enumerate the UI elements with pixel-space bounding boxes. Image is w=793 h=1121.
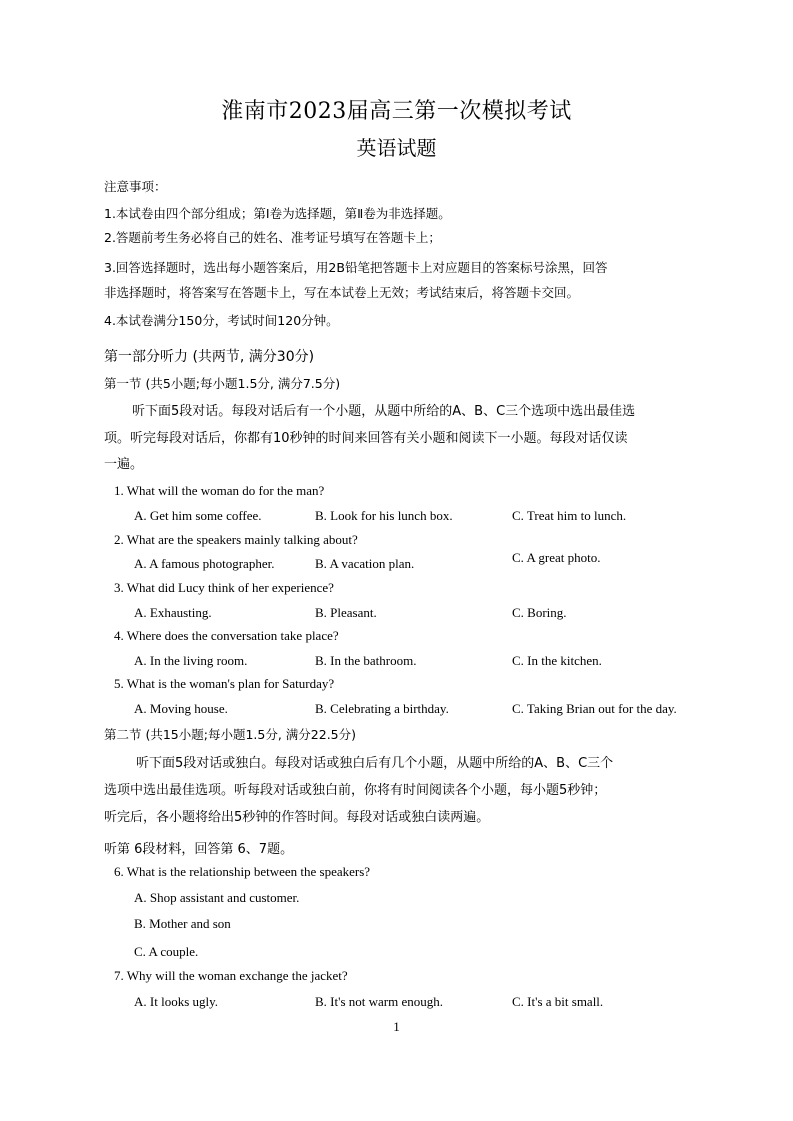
option-c: C. It's a bit small. — [512, 994, 604, 1009]
option-b: B. Pleasant. — [315, 605, 377, 620]
option-a: A. In the living room. — [134, 653, 248, 668]
option-b: B. A vacation plan. — [315, 556, 415, 571]
option-b: B. In the bathroom. — [315, 653, 417, 668]
note-item: 2.答题前考生务必将自己的姓名、准考证号填写在答题卡上； — [104, 230, 441, 245]
question-2: 2. What are the speakers mainly talking about? — [114, 532, 358, 547]
material-label: 听第 6段材料，回答第 6、7题。 — [104, 842, 294, 857]
question-7: 7. Why will the woman exchange the jacket? — [114, 968, 348, 983]
question-5: 5. What is the woman's plan for Saturday? — [114, 676, 335, 691]
section2-instructions: 选项中选出最佳选项。听每段对话或独白前，你将有时间阅读各个小题，每小题5秒钟； — [104, 783, 607, 798]
section1-instructions: 项。听完每段对话后，你都有10秒钟的时间来回答有关小题和阅读下一小题。每段对话仅读 — [104, 431, 628, 446]
section1-instructions: 听下面5段对话。每段对话后有一个小题，从题中所给的A、B、C三个选项中选出最佳选 — [132, 404, 636, 419]
option-b: B. It's not warm enough. — [315, 994, 443, 1009]
notes-heading: 注意事项： — [104, 179, 167, 194]
option-c: C. Treat him to lunch. — [512, 508, 627, 523]
option-c: C. Boring. — [512, 605, 567, 620]
option-c: C. A great photo. — [512, 550, 601, 565]
note-item: 非选择题时，将答案写在答题卡上，写在本试卷上无效；考试结束后，将答题卡交回。 — [104, 285, 580, 300]
question-4: 4. Where does the conversation take place? — [114, 628, 339, 643]
option-c: C. Taking Brian out for the day. — [512, 701, 677, 716]
option-a: A. It looks ugly. — [134, 994, 219, 1009]
option-a: A. Moving house. — [134, 701, 228, 716]
section2-heading: 第二节 (共15小题;每小题1.5分, 满分22.5分) — [104, 727, 357, 742]
part1-heading: 第一部分听力 (共两节, 满分30分) — [104, 349, 315, 365]
question-1: 1. What will the woman do for the man? — [114, 483, 325, 498]
option-a: A. A famous photographer. — [134, 556, 275, 571]
note-item: 4.本试卷满分150分，考试时间120分钟。 — [104, 313, 339, 328]
exam-subtitle: 英语试题 — [356, 136, 437, 160]
option-a: A. Exhausting. — [134, 605, 212, 620]
option-b: B. Look for his lunch box. — [315, 508, 453, 523]
option-a: A. Shop assistant and customer. — [134, 890, 300, 905]
option-b: B. Mother and son — [134, 916, 231, 931]
section1-heading: 第一节 (共5小题;每小题1.5分, 满分7.5分) — [104, 376, 341, 391]
question-3: 3. What did Lucy think of her experience? — [114, 580, 334, 595]
question-6: 6. What is the relationship between the speakers? — [114, 864, 371, 879]
section2-instructions: 听下面5段对话或独白。每段对话或独白后有几个小题，从题中所给的A、B、C三个 — [136, 756, 614, 771]
page-number: 1 — [393, 1019, 400, 1034]
option-c: C. A couple. — [134, 944, 199, 959]
section1-instructions: 一遍。 — [104, 457, 144, 472]
section2-instructions: 听完后，各小题将给出5秒钟的作答时间。每段对话或独白读两遍。 — [104, 810, 490, 825]
option-c: C. In the kitchen. — [512, 653, 602, 668]
note-item: 1.本试卷由四个部分组成；第Ⅰ卷为选择题，第Ⅱ卷为非选择题。 — [104, 206, 451, 221]
option-a: A. Get him some coffee. — [134, 508, 262, 523]
note-item: 3.回答选择题时，选出每小题答案后，用2B铅笔把答题卡上对应题目的答案标号涂黑，回答 — [104, 260, 608, 275]
option-b: B. Celebrating a birthday. — [315, 701, 449, 716]
exam-title: 淮南市2023届高三第一次模拟考试 — [221, 99, 572, 124]
